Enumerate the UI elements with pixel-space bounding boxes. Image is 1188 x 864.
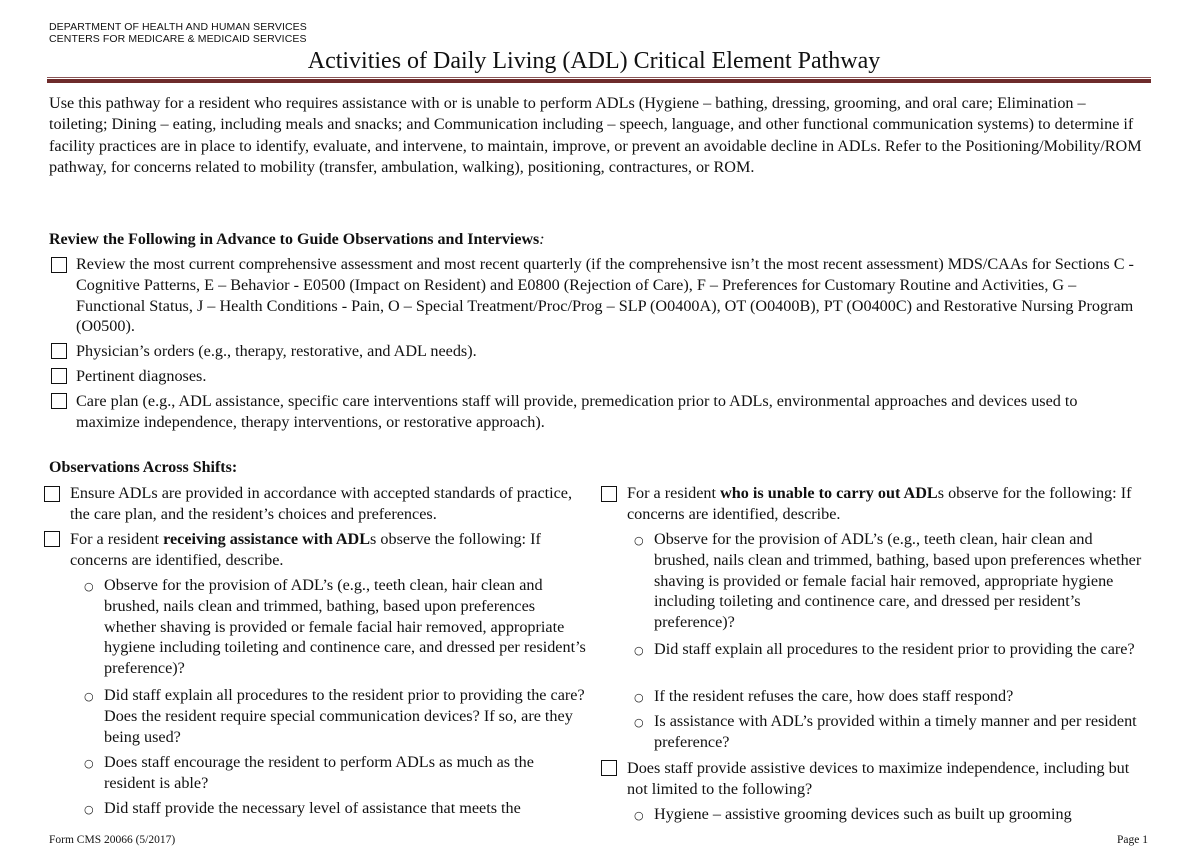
page-number: Page 1 [1117,834,1148,846]
obs-left-checkbox-1[interactable] [44,486,60,502]
obs-left-bullet-4-text: Did staff provide the necessary level of assistance that meets the [104,799,521,817]
obs-left-checkbox-2[interactable] [44,531,60,547]
obs-right-bullet-4-text: Is assistance with ADL’s provided within a timely manner and per resident preference? [654,712,1137,751]
obs-right-bullet-3-text: If the resident refuses the care, how does staff respond? [654,687,1014,705]
obs-left-bullet-2 [84,685,586,747]
obs-left-bullet-3 [84,752,586,794]
obs-right-item-1-post: s observe for the following: If concerns are identified, describe. [627,484,1132,523]
form-number: Form CMS 20066 (5/2017) [49,834,176,846]
obs-right-checkbox-1[interactable] [601,486,617,502]
obs-left-item-2-bold: receiving assistance with ADL [163,530,371,548]
obs-right-checkbox-2[interactable] [601,760,617,776]
review-item-4: Care plan (e.g., ADL assistance, specific care interventions staff will provide, premedication prior to ADLs, environmental approaches and devices used to maximize independence, therapy interventions, or restorative approach). [76,392,1078,431]
review-checkbox-4[interactable] [51,393,67,409]
bullet-circle-icon: ○ [84,803,94,816]
review-item-2: Physician’s orders (e.g., therapy, restorative, and ADL needs). [76,342,477,360]
review-checkbox-1[interactable] [51,257,67,273]
agency-line-2: CENTERS FOR MEDICARE & MEDICAID SERVICES [49,33,307,45]
bullet-circle-icon: ○ [634,809,644,822]
obs-left-bullet-1-text: Observe for the provision of ADL’s (e.g., teeth clean, hair clean and brushed, nails clean and trimmed, bathing, based upon preferences whether shaving is provided or female facial hair removed, appropriate hygiene including toileting and continence care, and dressed per resident’s preference)? [104,576,586,678]
obs-left-bullet-2-text: Did staff explain all procedures to the resident prior to providing the care? Does the resident require special communication devices? If so, are they being used? [104,686,585,746]
obs-right-bullet-3 [634,686,1144,707]
observations-heading: Observations Across Shifts: [49,459,238,476]
header-rule-thin [47,77,1151,78]
review-item-1: Review the most current comprehensive assessment and most recent quarterly (if the comprehensive isn’t the most recent assessment) MDS/CAAs for Sections C - Cognitive Patterns, E – Behavior - E0500 (Impact on Resident) and E0800 (Rejection of Care), F – Preferences for Customary Routine and Activities, G – Functional Status, J – Health Conditions - Pain, O – Special Treatment/Proc/Prog – SLP (O0400A), OT (O0400B), PT (O0400C) and Restorative Nursing Program (O0500). [76,255,1134,336]
bullet-circle-icon: ○ [634,644,644,657]
obs-right-bullet-1 [634,529,1144,633]
obs-left-bullet-4 [84,798,586,819]
obs-right-bullet-4 [634,711,1144,753]
obs-left-item-2-post: s observe the following: If concerns are identified, describe. [70,530,541,569]
bullet-circle-icon: ○ [84,757,94,770]
obs-left-item-2-pre: For a resident [70,530,164,548]
obs-right-item-1-bold: who is unable to carry out ADL [720,484,938,502]
obs-right-bullet-1-text: Observe for the provision of ADL’s (e.g., teeth clean, hair clean and brushed, nails clean and trimmed, bathing, based upon preferences whether shaving is provided or female facial hair removed, appropriate hygiene including toileting and continence care, and dressed per resident’s preference)? [654,530,1142,632]
obs-right-item-1-pre: For a resident [627,484,721,502]
obs-left-bullet-1 [84,575,586,679]
agency-header [49,21,307,45]
bullet-circle-icon: ○ [634,716,644,729]
obs-left-item-1: Ensure ADLs are provided in accordance with accepted standards of practice, the care plan, and the resident’s choices and preferences. [70,484,573,523]
obs-right-sub-bullet-1 [634,804,1144,825]
review-heading-colon: : [539,231,545,248]
review-heading [49,230,545,250]
obs-right-sub-bullet-1-text: Hygiene – assistive grooming devices such as built up grooming [654,805,1072,823]
review-checkbox-3[interactable] [51,368,67,384]
bullet-circle-icon: ○ [84,690,94,703]
review-item-3: Pertinent diagnoses. [76,367,207,385]
review-heading-text: Review the Following in Advance to Guide Observations and Interviews [49,231,540,248]
obs-right-item-2: Does staff provide assistive devices to maximize independence, including but not limited to the following? [627,759,1130,798]
bullet-circle-icon: ○ [634,691,644,704]
agency-line-1: DEPARTMENT OF HEALTH AND HUMAN SERVICES [49,21,307,33]
obs-right-bullet-2-text: Did staff explain all procedures to the resident prior to providing the care? [654,640,1135,658]
obs-right-bullet-2 [634,639,1144,660]
obs-left-bullet-3-text: Does staff encourage the resident to perform ADLs as much as the resident is able? [104,753,534,792]
intro-paragraph: Use this pathway for a resident who requires assistance with or is unable to perform ADLs (Hygiene – bathing, dressing, grooming, and oral care; Elimination – toileting; Dining – eating, including meals and snacks; and Communication including – speech, language, and other functional communication systems) to determine if facility practices are in place to identify, evaluate, and intervene, to maintain, improve, or prevent an avoidable decline in ADLs. Refer to the Positioning/Mobility/ROM pathway, for concerns related to mobility (transfer, ambulation, walking), positioning, contractures, or ROM. [49,94,1142,176]
obs-right-item-1 [627,483,1147,525]
page-title: Activities of Daily Living (ADL) Critical Element Pathway [307,48,881,74]
bullet-circle-icon: ○ [634,534,644,547]
obs-left-item-2 [70,529,582,571]
header-rule-thick [47,79,1151,83]
bullet-circle-icon: ○ [84,580,94,593]
review-checkbox-2[interactable] [51,343,67,359]
